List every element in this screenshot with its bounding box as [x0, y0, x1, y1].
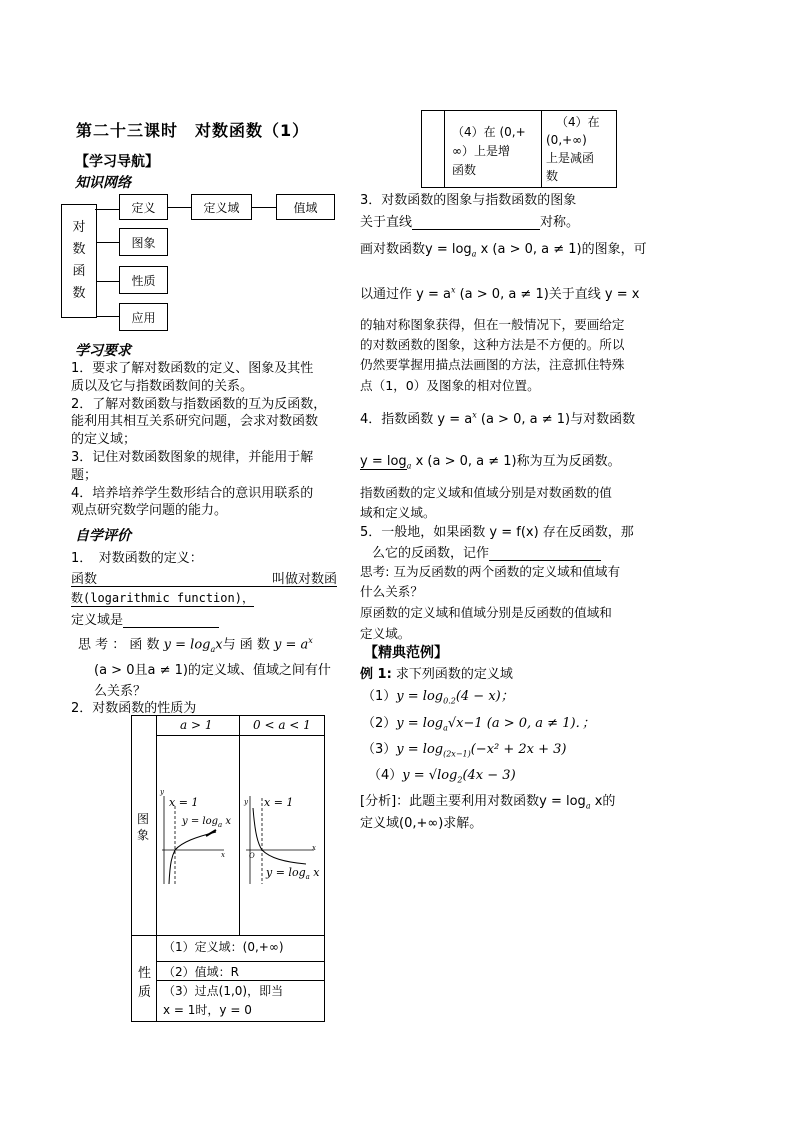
req-line: 能利用其相互关系研究问题，会求对数函数 [71, 414, 319, 430]
example-text: 求下列函数的定义域 [395, 667, 513, 682]
properties-table [131, 715, 325, 1022]
q3-text: (a > 0, a ≠ 1)关于直线 y = x [455, 287, 640, 302]
row-header-graph: 图象 [137, 812, 150, 842]
q3-para-line5: 仍然要掌握用描点法画图的方法，注意抓住特殊 [360, 357, 625, 372]
properties-table-continued [421, 110, 617, 188]
curve-mark [206, 830, 216, 836]
example-item [362, 712, 595, 733]
req-line: 3．记住对数函数图象的规律，并能用于解 [71, 449, 314, 465]
think1-line2: (a > 0且a ≠ 1)的定义域、值域之间有什 [94, 662, 331, 678]
mono-line: （4）在 (0,+ [452, 125, 526, 139]
q5-answer: 原函数的定义域和值域分别是反函数的值域和 [360, 605, 612, 620]
root-char: 数 [72, 242, 86, 257]
item-num: （3） [362, 742, 397, 757]
q1-line1 [71, 568, 337, 587]
q1-line2: 数(logarithmic function)， [71, 591, 254, 605]
page-title: 第二十三课时 对数函数（1） [76, 121, 310, 140]
q3-text: 关于直线 [360, 215, 413, 230]
curve-label-sub: a [218, 821, 223, 829]
connector [96, 281, 119, 282]
req-line: 4．培养培养学生数形结合的意识用联系的 [71, 485, 314, 501]
item-sub: 0.2 [443, 696, 456, 706]
q3-line1: 3．对数函数的图象与指数函数的图象 [360, 193, 577, 208]
item-rest: (−x² + 2x + 3) [470, 742, 567, 757]
req-line: 题； [71, 467, 98, 483]
q4-line3: 指数函数的定义域和值域分别是对数函数的值 [360, 485, 612, 500]
example-item [362, 738, 567, 759]
q3-blank[interactable] [412, 215, 540, 230]
formula-var: x [215, 637, 223, 653]
graph2-y-label: y [244, 798, 248, 806]
node-graph: 图象 [119, 228, 168, 256]
req-line: 1．要求了解对数函数的定义、图象及其性 [71, 361, 314, 376]
mono-line: 上是减函 [546, 151, 595, 165]
q5-line2 [372, 542, 601, 561]
item-formula: y = log [396, 716, 444, 731]
q4-text: x (a > 0, a ≠ 1)称为互为反函数。 [411, 454, 621, 469]
item-rest: (4x − 3) [462, 768, 516, 783]
q5-think: 思考: 互为反函数的两个函数的定义域和值域有 [360, 564, 621, 579]
q4-text: y = log [360, 454, 407, 469]
item-rest: √x−1 (a > 0, a ≠ 1)．； [447, 716, 596, 731]
example-analysis-2: 定义域(0,+∞)求解。 [360, 816, 483, 831]
q4-line1 [360, 408, 635, 427]
req-line: 观点研究数学问题的能力。 [71, 503, 228, 519]
curve-label-text: y = log [266, 866, 306, 879]
graph1-asymptote-label: x = 1 [169, 796, 199, 809]
mono-line: （4）在 [556, 115, 600, 129]
think1 [78, 630, 343, 702]
q3-text: x (a > 0, a ≠ 1)的图象，可 [476, 242, 647, 257]
think1-line3: 么关系？ [94, 683, 147, 699]
connector [251, 207, 276, 208]
root-char: 数 [72, 286, 86, 301]
connector [96, 209, 97, 316]
req-line: 的定义域； [71, 432, 137, 448]
q3-para-line4: 的对数函数的图象，这种方法是不方便的。所以 [360, 337, 625, 352]
formula-sub: a [471, 249, 477, 259]
q1-domain-label: 定义域是 [71, 613, 124, 628]
row-header-property [138, 964, 151, 1002]
q3-para-line3: 的轴对称图象获得，但在一般情况下，要画给定 [360, 317, 625, 332]
analysis-text: [分析]：此题主要利用对数函数y = log [360, 794, 586, 809]
curve-label-var: x [225, 816, 232, 827]
mono-line: ∞）上是增 [452, 144, 510, 158]
think1-line1 [78, 630, 343, 660]
graph1-x-label: x [221, 851, 225, 859]
table-rule [239, 716, 240, 935]
table-rule [156, 961, 324, 962]
example-item [362, 685, 514, 706]
item-formula: y = √log [402, 768, 458, 783]
curve-label-sub: a [305, 873, 310, 882]
table-rule [156, 716, 157, 1021]
q3-para-line2 [360, 283, 639, 302]
item-formula: y = log [396, 689, 444, 704]
q4-text: 4．指数函数 y = a [360, 412, 473, 427]
example-prompt [360, 663, 513, 682]
item-rest: (4 − x)； [455, 689, 514, 704]
self-eval-heading: 自学评价 [75, 528, 131, 544]
node-domain: 定义域 [191, 194, 252, 220]
mono-line: 数 [546, 169, 559, 183]
item-sub: a [443, 723, 448, 733]
formula-sup: x [308, 636, 313, 645]
q5-text: 么它的反函数，记作 [372, 546, 490, 561]
q1-text: 叫做对数函 [271, 572, 337, 587]
formula-sub: a [585, 801, 591, 811]
example-item [368, 764, 516, 785]
curve-label-var: x [313, 866, 320, 879]
network-heading: 知识网络 [75, 175, 131, 191]
q5-answer2: 定义域。 [360, 626, 411, 641]
connector [96, 242, 119, 243]
table-rule [156, 980, 324, 981]
q1-label: 1． 对数函数的定义： [71, 551, 203, 566]
q3-text: 画对数函数y = log [360, 242, 472, 257]
prop-point-line: x = 1时，y = 0 [163, 1003, 252, 1017]
graph2-curve-label [266, 866, 320, 881]
q4-line2 [360, 450, 621, 471]
log-curve [253, 808, 306, 864]
prop-point [163, 982, 283, 1020]
formula-sub: a [406, 461, 412, 471]
col-header-a-gt-1: a > 1 [180, 718, 213, 732]
graph2-asymptote-label: x = 1 [264, 796, 294, 809]
example-heading: 【精典范例】 [364, 645, 448, 661]
row-prop-char: 性 [138, 966, 152, 981]
log-curve [169, 832, 216, 884]
q5-blank[interactable] [489, 546, 601, 561]
q1-text: 函数 [71, 572, 98, 587]
node-property: 性质 [119, 266, 168, 294]
mono-line: 函数 [452, 163, 477, 177]
q4-line4: 域和定义域。 [360, 505, 436, 520]
formula: y = a [274, 637, 309, 653]
node-range: 值域 [276, 194, 335, 220]
table-rule [541, 111, 542, 187]
connector [96, 209, 119, 210]
q1-domain [71, 609, 219, 628]
item-num: （4） [368, 768, 403, 783]
req-line: 2．了解对数函数与指数函数的互为反函数， [71, 396, 327, 412]
formula-sup: x [472, 410, 477, 420]
example-label: 例 1: [360, 667, 392, 682]
analysis-text: x的 [590, 794, 616, 809]
graph1-y-label: y [160, 788, 164, 796]
q3-para-line6: 点（1，0）及图象的相对位置。 [360, 378, 540, 393]
q2-label: 2．对数函数的性质为 [71, 701, 197, 716]
root-char: 函 [72, 264, 86, 279]
q3-text: 以通过作 y = a [360, 287, 451, 302]
monotonic-decreasing [546, 113, 600, 185]
connector [167, 207, 191, 208]
prop-range: （2）值域：R [163, 965, 239, 979]
item-sub: 2 [457, 775, 463, 785]
example-analysis [360, 790, 615, 811]
formula: y = log [163, 637, 211, 653]
col-header-0-lt-a-lt-1: 0 < a < 1 [253, 718, 311, 732]
requirements-heading: 学习要求 [75, 343, 131, 359]
q4-text: (a > 0, a ≠ 1)与对数函数 [476, 412, 636, 427]
nav-heading: 【学习导航】 [75, 154, 159, 170]
connector [96, 316, 119, 317]
table-rule [156, 735, 324, 736]
curve-label-text: y = log [182, 816, 219, 827]
prop-point-line: （3）过点(1,0)，即当 [163, 984, 284, 998]
graph1-curve-label [182, 816, 231, 829]
q1-domain-blank[interactable] [123, 613, 219, 628]
think1-text: 与 函 数 [222, 637, 275, 653]
root-char: 对 [72, 220, 86, 235]
q3-text: 对称。 [540, 215, 580, 230]
monotonic-increasing [452, 123, 526, 180]
formula-sub: a [210, 644, 216, 654]
think1-text: 思 考 ： 函 数 [78, 637, 164, 653]
requirements-list [71, 360, 346, 520]
graph2-origin-label: O [249, 852, 255, 860]
row-prop-char: 质 [138, 985, 152, 1000]
table-rule [444, 111, 445, 187]
node-definition: 定义 [119, 194, 168, 220]
item-formula: y = log [396, 742, 444, 757]
table-rule [132, 935, 324, 936]
graph2-x-label: x [312, 844, 316, 852]
q3-line2 [360, 211, 579, 230]
mono-line: (0,+∞) [546, 133, 587, 147]
prop-domain: （1）定义域：(0,+∞) [163, 940, 284, 954]
network-root [61, 204, 97, 318]
req-line: 质以及它与指数函数间的关系。 [71, 378, 254, 394]
q5-think2: 什么关系？ [360, 584, 423, 599]
item-num: （2） [362, 716, 397, 731]
item-num: （1） [362, 689, 397, 704]
item-sub: (2x−1) [443, 749, 471, 759]
node-application: 应用 [119, 303, 168, 331]
q3-para-line1 [360, 238, 647, 259]
q5-line1: 5．一般地，如果函数 y = f(x) 存在反函数，那 [360, 525, 634, 540]
formula-sup: x [450, 285, 456, 295]
